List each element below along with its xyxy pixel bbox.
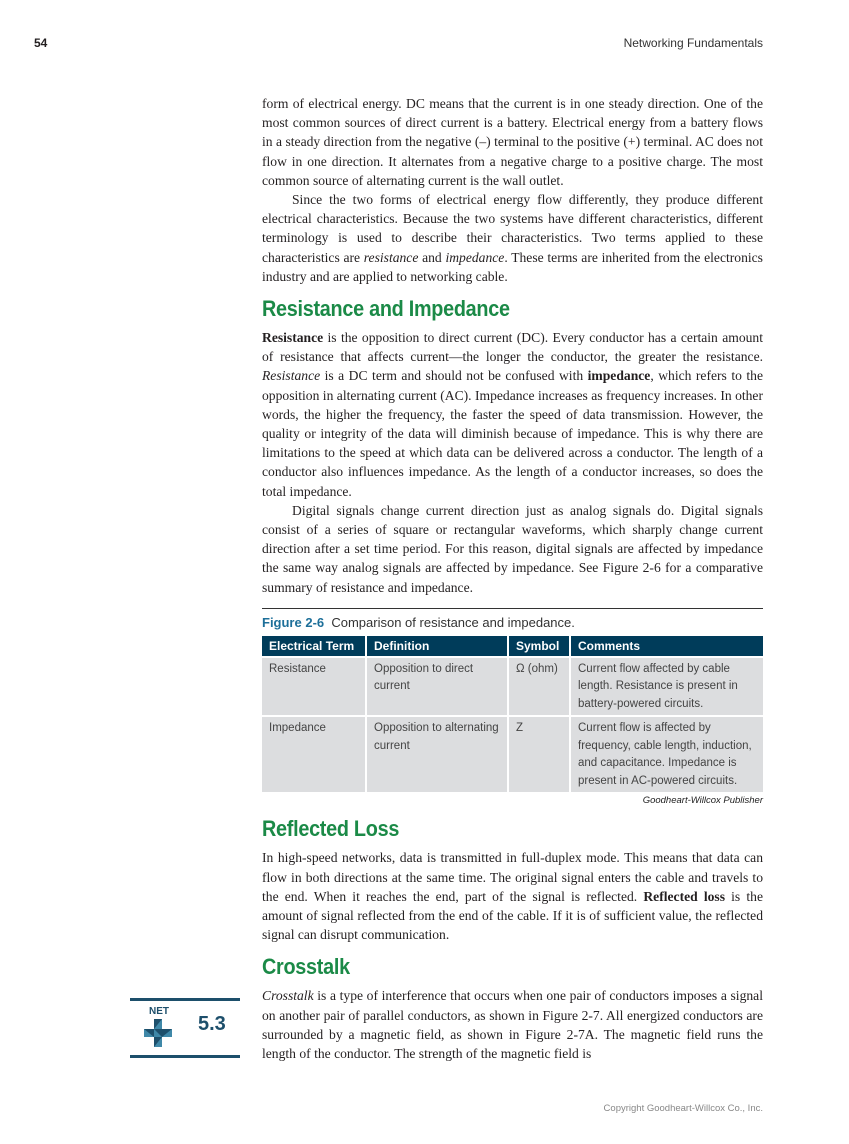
- text: is a type of interference that occurs when one pair of conductors imposes a signal on another pair of parallel conductors, as shown in Figure 2-7. All energized conductors are surrounded by a magnetic field, as shown in Figure 2-7A. The magnetic field runs the length of the conductor. The strength of the magnetic field is: [262, 988, 763, 1061]
- table-cell: Impedance: [262, 716, 366, 792]
- column-header: Definition: [366, 636, 508, 657]
- figure-label: Figure 2-6: [262, 614, 325, 630]
- table-cell: Current flow affected by cable length. Resistance is present in battery-powered circuits.: [570, 657, 763, 717]
- figure-credit: Goodheart-Willcox Publisher: [642, 795, 763, 807]
- net-objective-number: 5.3: [198, 1013, 226, 1036]
- italic-term: impedance: [445, 249, 505, 265]
- column-header: Comments: [570, 636, 763, 657]
- italic-term: Resistance: [262, 368, 321, 384]
- copyright: Copyright Goodheart-Willcox Co., Inc.: [603, 1103, 763, 1115]
- key-term: Reflected loss: [643, 888, 725, 904]
- table-row: [262, 716, 763, 792]
- text: Since the two forms of electrical energy flow differently, they produce different electrical characteristics. Because the two systems have different characteristics, different terminology is used to describe their characteristics. Two terms applied to these characteristics are: [262, 192, 763, 265]
- net-label: NET: [149, 1006, 169, 1018]
- column-header: Electrical Term: [262, 636, 366, 657]
- running-title: Networking Fundamentals: [623, 36, 763, 50]
- text: is the opposition to direct current (DC). Every conductor has a certain amount of resistance that affects current—the longer the conductor, the greater the resistance.: [262, 330, 763, 365]
- page-number: 54: [34, 36, 48, 50]
- figure: [262, 608, 763, 807]
- figure-caption: [262, 615, 763, 630]
- crosstalk-section: [149, 954, 763, 1063]
- paragraph: Digital signals change current direction just as analog signals do. Digital signals consist of a series of square or rectangular waveforms, which sharply change current direction after a set time period. For this reason, digital signals are affected by impedance the same way analog signals are affected by impedance. See Figure 2-6 for a comparative summary of resistance and impedance.: [262, 502, 763, 595]
- table-cell: Ω (ohm): [508, 657, 570, 717]
- table-cell: Current flow is affected by frequency, cable length, induction, and capacitance. Impedance is present in AC-powered circuits.: [570, 716, 763, 792]
- table-row: [262, 657, 763, 717]
- main-column: [149, 94, 763, 1063]
- section-heading: Reflected Loss: [262, 816, 400, 842]
- comparison-table: [262, 636, 763, 793]
- net-cross-icon: [144, 1019, 172, 1047]
- net-objective-badge: [130, 998, 240, 1058]
- paragraph: [262, 986, 763, 1063]
- column-header: Symbol: [508, 636, 570, 657]
- caption-text: Comparison of resistance and impedance.: [331, 614, 575, 630]
- text: and: [418, 249, 446, 265]
- italic-term: resistance: [363, 249, 419, 265]
- text: , which refers to the opposition in alternating current (AC). Impedance increases as frequency increases. In other words, the higher the frequency, the faster the speed of data transmission. However, the quality or integrity of the data will diminish because of impedance. This is why there are limitations to the speed at which data can be delivered across a conductor. The length of a conductor also influences impedance. As the length of a conductor increases, so does the total impedance.: [262, 368, 763, 499]
- paragraph: [262, 848, 763, 944]
- table-header-row: [262, 636, 763, 657]
- table-cell: Opposition to direct current: [366, 657, 508, 717]
- table-cell: Z: [508, 716, 570, 792]
- text: . These terms are inherited from the electronics industry and are applied to networking cable.: [262, 249, 763, 284]
- key-term: Resistance: [262, 330, 324, 346]
- section-heading: Crosstalk: [262, 954, 350, 980]
- section-heading: Resistance and Impedance: [262, 296, 510, 322]
- table-cell: Resistance: [262, 657, 366, 717]
- text: is a DC term and should not be confused with: [320, 368, 588, 384]
- key-term: impedance: [587, 368, 651, 384]
- paragraph: [262, 190, 763, 286]
- table-cell: Opposition to alternating current: [366, 716, 508, 792]
- paragraph: [262, 328, 763, 501]
- text: is the amount of signal reflected from the end of the cable. If it is of sufficient value, the reflected signal can disrupt communication.: [262, 888, 763, 943]
- paragraph: form of electrical energy. DC means that the current is in one steady direction. One of the most common sources of direct current is a battery. Electrical energy from a battery flows in a steady direction from the negative (–) terminal to the positive (+) terminal. AC does not flow in one direction. It alternates from a negative charge to a positive charge. The most common source of alternating current is the wall outlet.: [262, 96, 763, 188]
- italic-term: Crosstalk: [262, 988, 314, 1004]
- text: In high-speed networks, data is transmitted in full-duplex mode. This means that data can flow in both directions at the same time. The original signal enters the cable and travels to the end. When it reaches the end, part of the signal is reflected.: [262, 850, 763, 904]
